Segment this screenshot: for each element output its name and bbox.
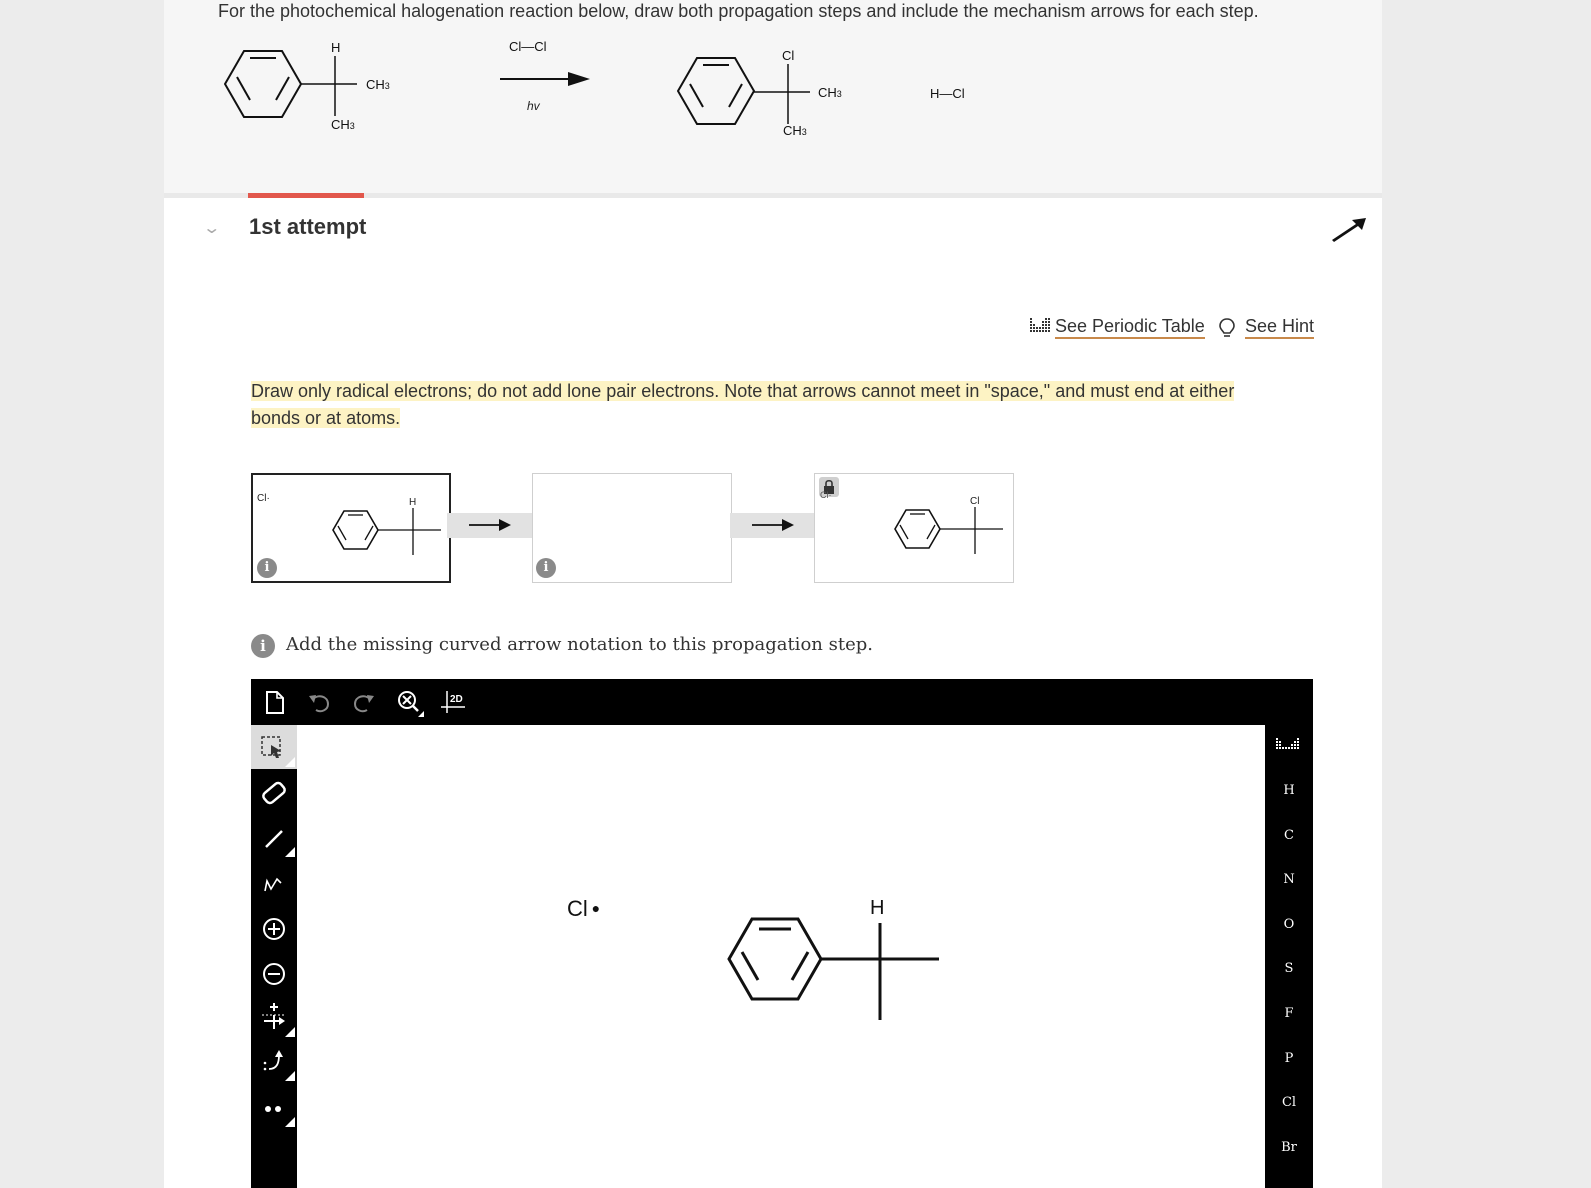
step-connector-2 xyxy=(730,513,815,538)
element-br-button[interactable]: Br xyxy=(1281,1140,1297,1155)
editor-top-toolbar xyxy=(251,679,1313,725)
editor-right-toolbar xyxy=(1265,725,1313,1188)
electron-dots-icon xyxy=(251,1087,297,1131)
box3-molecule xyxy=(893,504,1013,564)
element-o-button[interactable]: O xyxy=(1283,917,1295,932)
step-box-2[interactable] xyxy=(532,473,732,583)
arrow-right-icon xyxy=(730,513,815,538)
eraser-icon xyxy=(251,771,297,815)
element-f-button[interactable]: F xyxy=(1284,1006,1294,1021)
reagent-label: Cl—Cl xyxy=(509,39,547,54)
minus-circle-icon xyxy=(251,952,297,996)
electrons-tool[interactable] xyxy=(251,1087,297,1131)
step-box-1[interactable] xyxy=(251,473,451,583)
zoom-clear-icon[interactable] xyxy=(394,687,424,717)
periodic-table-icon[interactable] xyxy=(1030,316,1050,334)
box3-radical-label: Cl· xyxy=(820,490,832,500)
condition-label: hv xyxy=(527,99,540,113)
product-cl-label: Cl xyxy=(782,48,795,63)
step-box-3[interactable] xyxy=(814,473,1014,583)
curved-arrow-icon xyxy=(251,1041,297,1085)
hint-line-text: Add the missing curved arrow notation to this propagation step. xyxy=(286,634,873,655)
product-bonds xyxy=(754,62,814,132)
attempt-title: 1st attempt xyxy=(249,214,367,239)
byproduct-label: H—Cl xyxy=(930,86,965,101)
bond-tool[interactable] xyxy=(251,817,297,861)
chevron-down-icon[interactable]: ⌄ xyxy=(202,220,222,237)
single-bond-icon xyxy=(251,817,297,861)
select-tool[interactable] xyxy=(251,725,297,769)
product-ch3-right: CH3 xyxy=(818,85,842,100)
chain-icon xyxy=(251,863,297,907)
negative-charge-tool[interactable] xyxy=(251,952,297,996)
undo-icon[interactable] xyxy=(304,687,334,717)
page xyxy=(164,0,1382,1188)
plus-circle-icon xyxy=(251,907,297,951)
eraser-tool[interactable] xyxy=(251,771,297,815)
chain-tool[interactable] xyxy=(251,863,297,907)
box2-info-icon[interactable]: i xyxy=(536,558,556,578)
2d-clean-icon[interactable] xyxy=(439,687,469,717)
pin-icon[interactable] xyxy=(1330,214,1368,244)
reactant-ch3-bottom: CH3 xyxy=(331,117,355,132)
see-periodic-table-link[interactable]: See Periodic Table xyxy=(1055,316,1205,339)
box1-radical-label: Cl· xyxy=(257,493,270,504)
box3-cl-label: Cl xyxy=(970,496,980,507)
step-connector-1 xyxy=(447,513,532,538)
drawing-canvas[interactable] xyxy=(297,725,1265,1188)
element-c-button[interactable]: C xyxy=(1284,828,1294,843)
reactant-h-label: H xyxy=(331,40,341,55)
box1-h-label: H xyxy=(409,497,417,508)
arrow-right-icon xyxy=(447,513,532,538)
reaction-arrow xyxy=(500,71,592,87)
box1-molecule xyxy=(331,505,451,565)
redo-icon[interactable] xyxy=(349,687,379,717)
question-area xyxy=(164,0,1382,193)
info-icon: i xyxy=(251,634,275,658)
new-document-icon[interactable] xyxy=(259,687,289,717)
reactant-bonds xyxy=(301,54,361,124)
reaction-arrow-tool[interactable] xyxy=(251,995,297,1039)
lightbulb-icon[interactable] xyxy=(1218,317,1236,339)
canvas-molecule[interactable] xyxy=(597,905,957,1035)
periodic-table-icon[interactable] xyxy=(1276,737,1302,753)
editor-left-toolbar xyxy=(251,725,297,1188)
element-p-button[interactable]: P xyxy=(1284,1051,1294,1066)
positive-charge-tool[interactable] xyxy=(251,907,297,951)
box1-info-icon[interactable]: i xyxy=(257,558,277,578)
product-ch3-bottom: CH3 xyxy=(783,123,807,138)
question-text: For the photochemical halogenation reaction below, draw both propagation steps and include the mechanism arrows for each step. xyxy=(218,1,1259,21)
element-n-button[interactable]: N xyxy=(1283,872,1295,887)
element-s-button[interactable]: S xyxy=(1284,961,1294,976)
attempt-accent-bar xyxy=(248,193,364,198)
canvas-h-label[interactable]: H xyxy=(870,897,885,919)
select-arrow-icon xyxy=(251,725,297,769)
element-cl-button[interactable]: Cl xyxy=(1281,1095,1297,1110)
instruction-text: Draw only radical electrons; do not add lone pair electrons. Note that arrows cannot meet in "space," and must end at either bonds or at atoms. xyxy=(251,381,1235,428)
see-hint-link[interactable]: See Hint xyxy=(1245,316,1314,339)
curved-arrow-tool[interactable] xyxy=(251,1041,297,1085)
svg-text:2D: 2D xyxy=(450,694,463,705)
canvas-cl-radical[interactable]: Cl ● xyxy=(567,896,601,921)
reaction-arrow-icon xyxy=(251,995,297,1039)
reactant-ch3-right: CH3 xyxy=(366,77,390,92)
element-h-button[interactable]: H xyxy=(1283,783,1295,798)
